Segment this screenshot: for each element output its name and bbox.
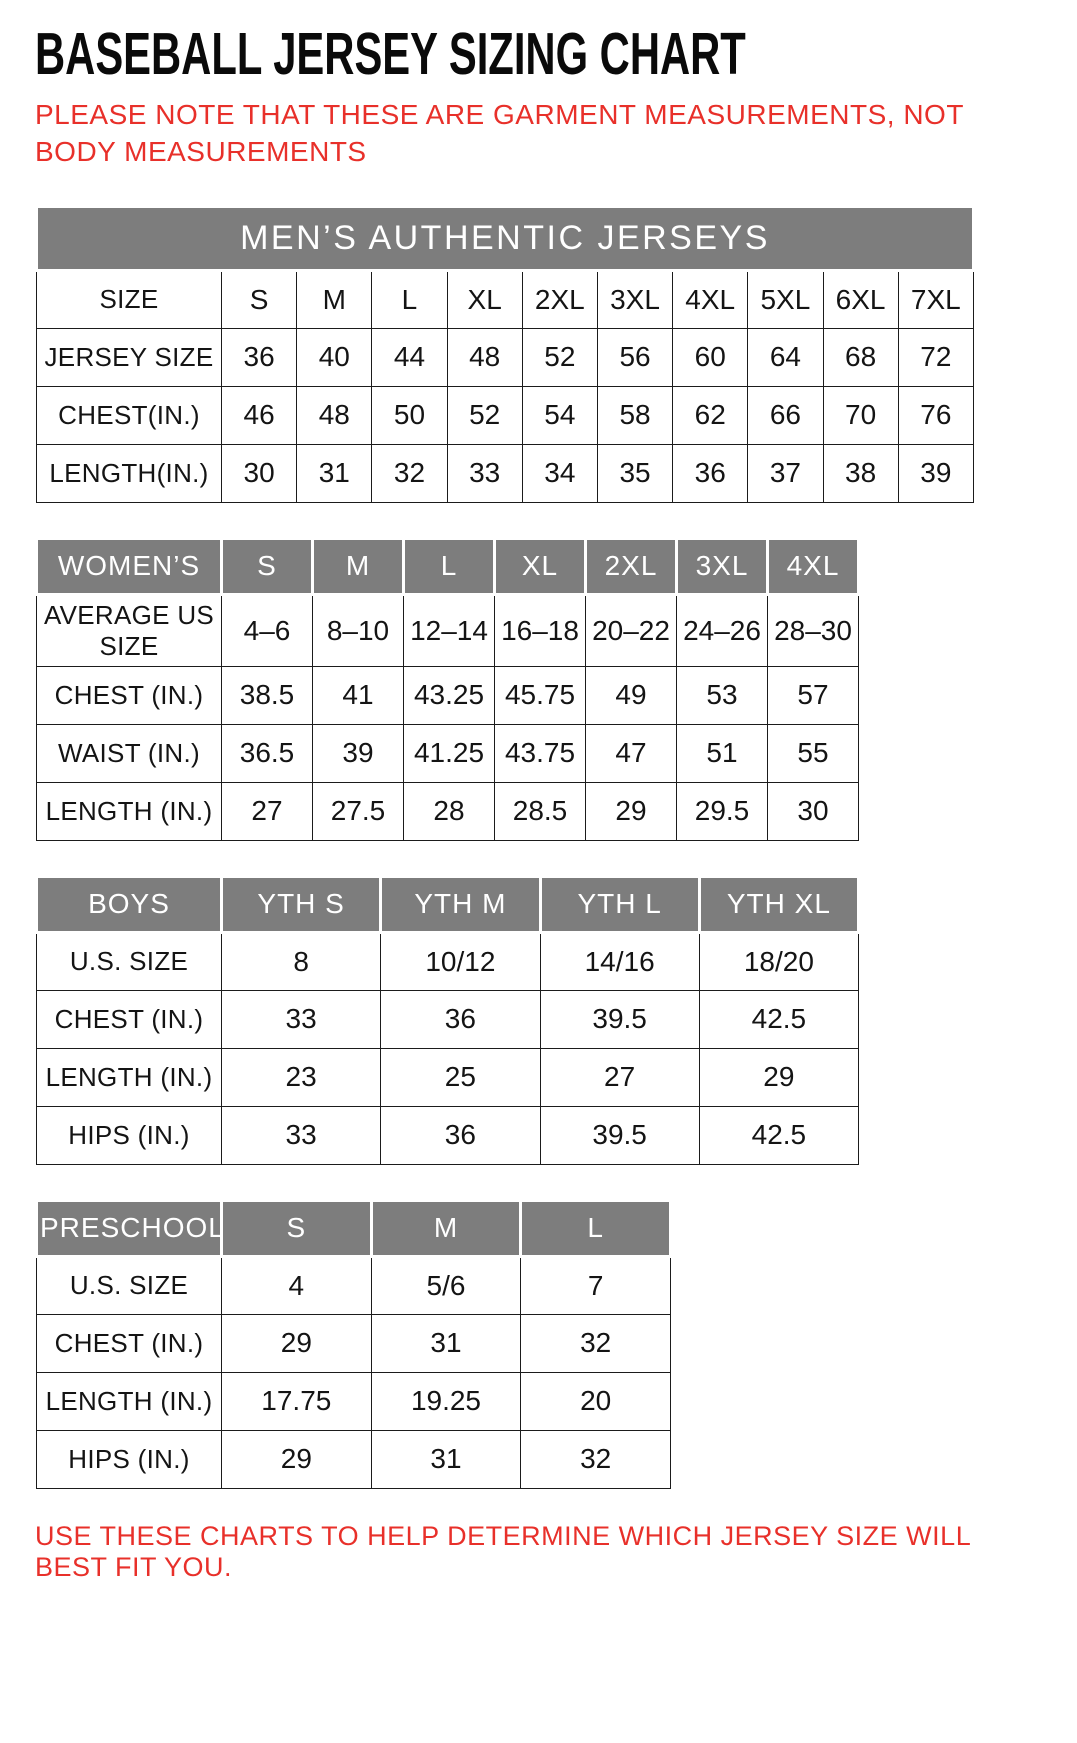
value-cell: 31 <box>297 444 372 502</box>
value-cell: 52 <box>447 386 522 444</box>
header-cell: M <box>371 1200 521 1256</box>
value-cell: 32 <box>521 1430 671 1488</box>
value-cell: 66 <box>748 386 823 444</box>
header-cell: YTH L <box>540 876 699 932</box>
value-cell: 53 <box>677 666 768 724</box>
value-cell: 64 <box>748 328 823 386</box>
row-label-cell: AVERAGE US SIZE <box>37 594 222 666</box>
mens-table <box>35 205 975 503</box>
value-cell: 39 <box>313 724 404 782</box>
table-row <box>37 782 859 840</box>
value-cell: 36 <box>381 990 540 1048</box>
table-row <box>37 386 974 444</box>
value-cell: 31 <box>371 1430 521 1488</box>
table-row <box>37 724 859 782</box>
header-cell: 3XL <box>677 538 768 594</box>
value-cell: 12–14 <box>404 594 495 666</box>
value-cell: 57 <box>768 666 859 724</box>
header-cell: 2XL <box>586 538 677 594</box>
value-cell: 42.5 <box>699 990 858 1048</box>
row-label-cell: CHEST(IN.) <box>37 386 222 444</box>
table-row <box>37 1106 859 1164</box>
value-cell: 48 <box>447 328 522 386</box>
table-header-row <box>37 1200 671 1256</box>
value-cell: 7XL <box>898 270 973 328</box>
value-cell: 20 <box>521 1372 671 1430</box>
value-cell: 54 <box>522 386 597 444</box>
value-cell: 35 <box>597 444 672 502</box>
value-cell: 43.25 <box>404 666 495 724</box>
value-cell: XL <box>447 270 522 328</box>
value-cell: 31 <box>371 1314 521 1372</box>
row-label-cell: HIPS (IN.) <box>37 1106 222 1164</box>
value-cell: 37 <box>748 444 823 502</box>
row-label-cell: CHEST (IN.) <box>37 666 222 724</box>
value-cell: 48 <box>297 386 372 444</box>
table-title-row <box>37 206 974 270</box>
value-cell: 68 <box>823 328 898 386</box>
row-label-cell: LENGTH (IN.) <box>37 1048 222 1106</box>
value-cell: 40 <box>297 328 372 386</box>
table-row <box>37 1048 859 1106</box>
value-cell: 6XL <box>823 270 898 328</box>
boys-table <box>35 875 860 1165</box>
value-cell: 55 <box>768 724 859 782</box>
row-label-cell: HIPS (IN.) <box>37 1430 222 1488</box>
value-cell: 41 <box>313 666 404 724</box>
value-cell: 8–10 <box>313 594 404 666</box>
value-cell: 28 <box>404 782 495 840</box>
value-cell: 33 <box>447 444 522 502</box>
womens-table <box>35 537 860 841</box>
row-label-cell: WAIST (IN.) <box>37 724 222 782</box>
value-cell: 7 <box>521 1256 671 1314</box>
header-cell: L <box>521 1200 671 1256</box>
footer-text: USE THESE CHARTS TO HELP DETERMINE WHICH JERSEY SIZE WILL BEST FIT YOU. <box>35 1520 971 1582</box>
header-cell: L <box>404 538 495 594</box>
value-cell: 38 <box>823 444 898 502</box>
value-cell: 19.25 <box>371 1372 521 1430</box>
value-cell: 43.75 <box>495 724 586 782</box>
value-cell: 3XL <box>597 270 672 328</box>
value-cell: 44 <box>372 328 447 386</box>
value-cell: 32 <box>372 444 447 502</box>
value-cell: 50 <box>372 386 447 444</box>
table-row <box>37 1372 671 1430</box>
header-cell: YTH M <box>381 876 540 932</box>
table-header-row <box>37 876 859 932</box>
value-cell: S <box>222 270 297 328</box>
value-cell: 39.5 <box>540 990 699 1048</box>
row-label-cell: JERSEY SIZE <box>37 328 222 386</box>
value-cell: 39 <box>898 444 973 502</box>
value-cell: 30 <box>768 782 859 840</box>
value-cell: 27 <box>540 1048 699 1106</box>
value-cell: 18/20 <box>699 932 858 990</box>
header-cell: M <box>313 538 404 594</box>
row-label-cell: U.S. SIZE <box>37 932 222 990</box>
value-cell: 42.5 <box>699 1106 858 1164</box>
table-row <box>37 1256 671 1314</box>
table-row <box>37 1430 671 1488</box>
value-cell: 25 <box>381 1048 540 1106</box>
value-cell: 32 <box>521 1314 671 1372</box>
table-row <box>37 990 859 1048</box>
value-cell: 29 <box>699 1048 858 1106</box>
table-row <box>37 666 859 724</box>
value-cell: 29 <box>586 782 677 840</box>
value-cell: 41.25 <box>404 724 495 782</box>
value-cell: 4 <box>222 1256 372 1314</box>
value-cell: 28–30 <box>768 594 859 666</box>
table-row <box>37 594 859 666</box>
value-cell: 52 <box>522 328 597 386</box>
row-label-cell: SIZE <box>37 270 222 328</box>
value-cell: 33 <box>222 990 381 1048</box>
value-cell: 17.75 <box>222 1372 372 1430</box>
value-cell: 16–18 <box>495 594 586 666</box>
garment-measurements-note: PLEASE NOTE THAT THESE ARE GARMENT MEASUREMENTS, NOT BODY MEASUREMENTS <box>35 99 964 167</box>
value-cell: 5/6 <box>371 1256 521 1314</box>
value-cell: 49 <box>586 666 677 724</box>
header-cell: YTH XL <box>699 876 858 932</box>
row-label-cell: LENGTH(IN.) <box>37 444 222 502</box>
value-cell: 36.5 <box>222 724 313 782</box>
value-cell: 70 <box>823 386 898 444</box>
value-cell: 38.5 <box>222 666 313 724</box>
value-cell: 56 <box>597 328 672 386</box>
header-label-cell: WOMEN’S <box>37 538 222 594</box>
value-cell: 62 <box>673 386 748 444</box>
header-label-cell: BOYS <box>37 876 222 932</box>
row-label-cell: CHEST (IN.) <box>37 990 222 1048</box>
table-row <box>37 270 974 328</box>
table-row <box>37 444 974 502</box>
value-cell: 4XL <box>673 270 748 328</box>
value-cell: 34 <box>522 444 597 502</box>
header-cell: YTH S <box>222 876 381 932</box>
table-row <box>37 932 859 990</box>
page-title: BASEBALL JERSEY SIZING CHART <box>35 21 746 88</box>
row-label-cell: CHEST (IN.) <box>37 1314 222 1372</box>
value-cell: 47 <box>586 724 677 782</box>
preschool-table <box>35 1199 672 1489</box>
value-cell: L <box>372 270 447 328</box>
value-cell: 10/12 <box>381 932 540 990</box>
row-label-cell: LENGTH (IN.) <box>37 1372 222 1430</box>
value-cell: 39.5 <box>540 1106 699 1164</box>
table-row <box>37 1314 671 1372</box>
value-cell: 60 <box>673 328 748 386</box>
value-cell: 46 <box>222 386 297 444</box>
value-cell: 23 <box>222 1048 381 1106</box>
value-cell: 14/16 <box>540 932 699 990</box>
value-cell: 24–26 <box>677 594 768 666</box>
value-cell: 30 <box>222 444 297 502</box>
value-cell: 36 <box>222 328 297 386</box>
header-label-cell: PRESCHOOL <box>37 1200 222 1256</box>
value-cell: M <box>297 270 372 328</box>
header-cell: 4XL <box>768 538 859 594</box>
value-cell: 36 <box>381 1106 540 1164</box>
table-header-row <box>37 538 859 594</box>
value-cell: 28.5 <box>495 782 586 840</box>
table-title: MEN’S AUTHENTIC JERSEYS <box>37 206 974 270</box>
value-cell: 45.75 <box>495 666 586 724</box>
value-cell: 76 <box>898 386 973 444</box>
value-cell: 27.5 <box>313 782 404 840</box>
value-cell: 5XL <box>748 270 823 328</box>
value-cell: 58 <box>597 386 672 444</box>
value-cell: 2XL <box>522 270 597 328</box>
value-cell: 8 <box>222 932 381 990</box>
value-cell: 4–6 <box>222 594 313 666</box>
value-cell: 36 <box>673 444 748 502</box>
value-cell: 29.5 <box>677 782 768 840</box>
row-label-cell: U.S. SIZE <box>37 1256 222 1314</box>
value-cell: 27 <box>222 782 313 840</box>
value-cell: 29 <box>222 1314 372 1372</box>
header-cell: XL <box>495 538 586 594</box>
value-cell: 33 <box>222 1106 381 1164</box>
table-row <box>37 328 974 386</box>
header-cell: S <box>222 538 313 594</box>
value-cell: 20–22 <box>586 594 677 666</box>
value-cell: 51 <box>677 724 768 782</box>
row-label-cell: LENGTH (IN.) <box>37 782 222 840</box>
value-cell: 29 <box>222 1430 372 1488</box>
header-cell: S <box>222 1200 372 1256</box>
value-cell: 72 <box>898 328 973 386</box>
